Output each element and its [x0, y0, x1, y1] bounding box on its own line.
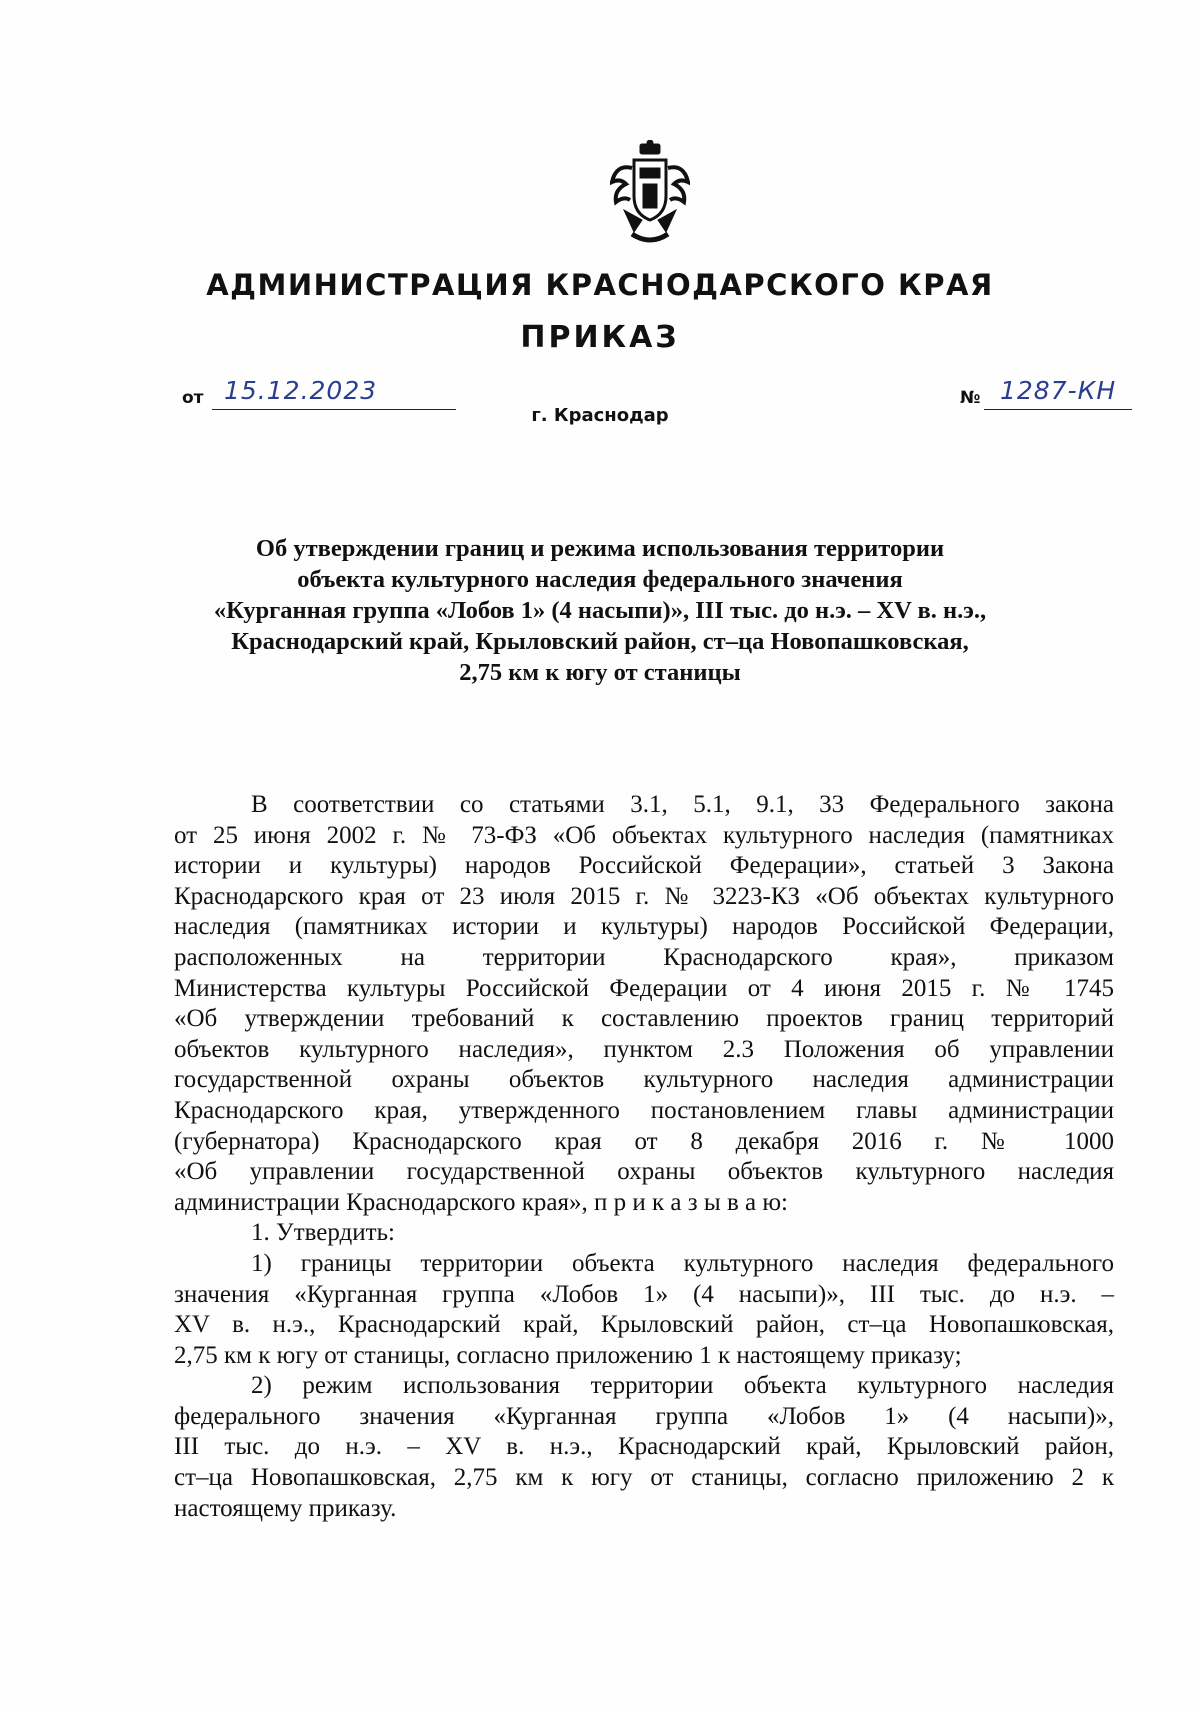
body-line: настоящему приказу.: [174, 1494, 397, 1522]
body-line: значения «Курганная группа «Лобов 1» (4 насыпи)», III тыс. до н.э. –: [174, 1280, 1114, 1308]
organization-name: АДМИНИСТРАЦИЯ КРАСНОДАРСКОГО КРАЯ: [206, 268, 994, 302]
number-prefix: №: [960, 388, 981, 408]
body-line: XV в. н.э., Краснодарский край, Крыловский район, ст–ца Новопашковская,: [174, 1311, 1114, 1339]
body-line: (губернатора) Краснодарского края от 8 декабря 2016 г. № 1000: [174, 1127, 1114, 1155]
city: г. Краснодар: [531, 405, 669, 426]
title-line: 2,75 км к югу от станицы: [459, 659, 741, 686]
body-line: В соответствии со статьями 3.1, 5.1, 9.1, 33 Федерального закона: [251, 791, 1114, 818]
body-line: 2) режим использования территории объекта культурного наследия: [251, 1372, 1114, 1400]
document-type: ПРИКАЗ: [520, 320, 680, 355]
body-line: Краснодарского края от 23 июля 2015 г. № 3223-КЗ «Об объектах культурного: [174, 882, 1114, 910]
number-handwritten: 1287-КН: [1000, 376, 1117, 405]
body-line: Краснодарского края, утвержденного постановлением главы администрации: [174, 1096, 1114, 1124]
body-line: от 25 июня 2002 г. № 73-ФЗ «Об объектах культурного наследия (памятниках: [174, 821, 1114, 849]
body-line: 1. Утвердить:: [251, 1219, 395, 1247]
title-line: Об утверждении границ и режима использования территории: [255, 535, 945, 562]
coat-of-arms-icon: [610, 140, 690, 248]
document-title: [120, 533, 1080, 688]
number-underline: [984, 409, 1132, 410]
body-line: Министерства культуры Российской Федерации от 4 июня 2015 г. № 1745: [174, 974, 1114, 1002]
body-line: «Об управлении государственной охраны объектов культурного наследия: [174, 1158, 1114, 1186]
body-line: объектов культурного наследия», пунктом 2.3 Положения об управлении: [174, 1035, 1114, 1063]
body-line: расположенных на территории Краснодарского края», приказом: [174, 943, 1114, 971]
title-line: Краснодарский край, Крыловский район, ст–ца Новопашковская,: [231, 628, 969, 655]
document-body: [174, 790, 1114, 1524]
body-line: наследия (памятниках истории и культуры) народов Российской Федерации,: [174, 913, 1114, 941]
body-line: администрации Краснодарского края», п р и к а з ы в а ю:: [174, 1188, 788, 1216]
body-line: федерального значения «Курганная группа «Лобов 1» (4 насыпи)»,: [174, 1402, 1114, 1430]
body-line: 1) границы территории объекта культурного наследия федерального: [251, 1249, 1114, 1277]
body-line: истории и культуры) народов Российской Федерации», статьей 3 Закона: [174, 852, 1114, 880]
body-line: «Об утверждении требований к составлению проектов границ территорий: [174, 1005, 1114, 1033]
body-line: государственной охраны объектов культурного наследия администрации: [174, 1066, 1114, 1094]
date-prefix: от: [182, 388, 204, 408]
body-line: III тыс. до н.э. – XV в. н.э., Краснодарский край, Крыловский район,: [174, 1433, 1114, 1461]
body-line: ст–ца Новопашковская, 2,75 км к югу от станицы, согласно приложению 2 к: [174, 1464, 1114, 1492]
body-line: 2,75 км к югу от станицы, согласно приложению 1 к настоящему приказу;: [174, 1341, 962, 1369]
number-field: [960, 376, 1140, 412]
date-handwritten: 15.12.2023: [224, 376, 378, 405]
title-line: объекта культурного наследия федерального значения: [297, 566, 903, 593]
title-line: «Курганная группа «Лобов 1» (4 насыпи)», III тыс. до н.э. – XV в. н.э.,: [213, 597, 987, 624]
